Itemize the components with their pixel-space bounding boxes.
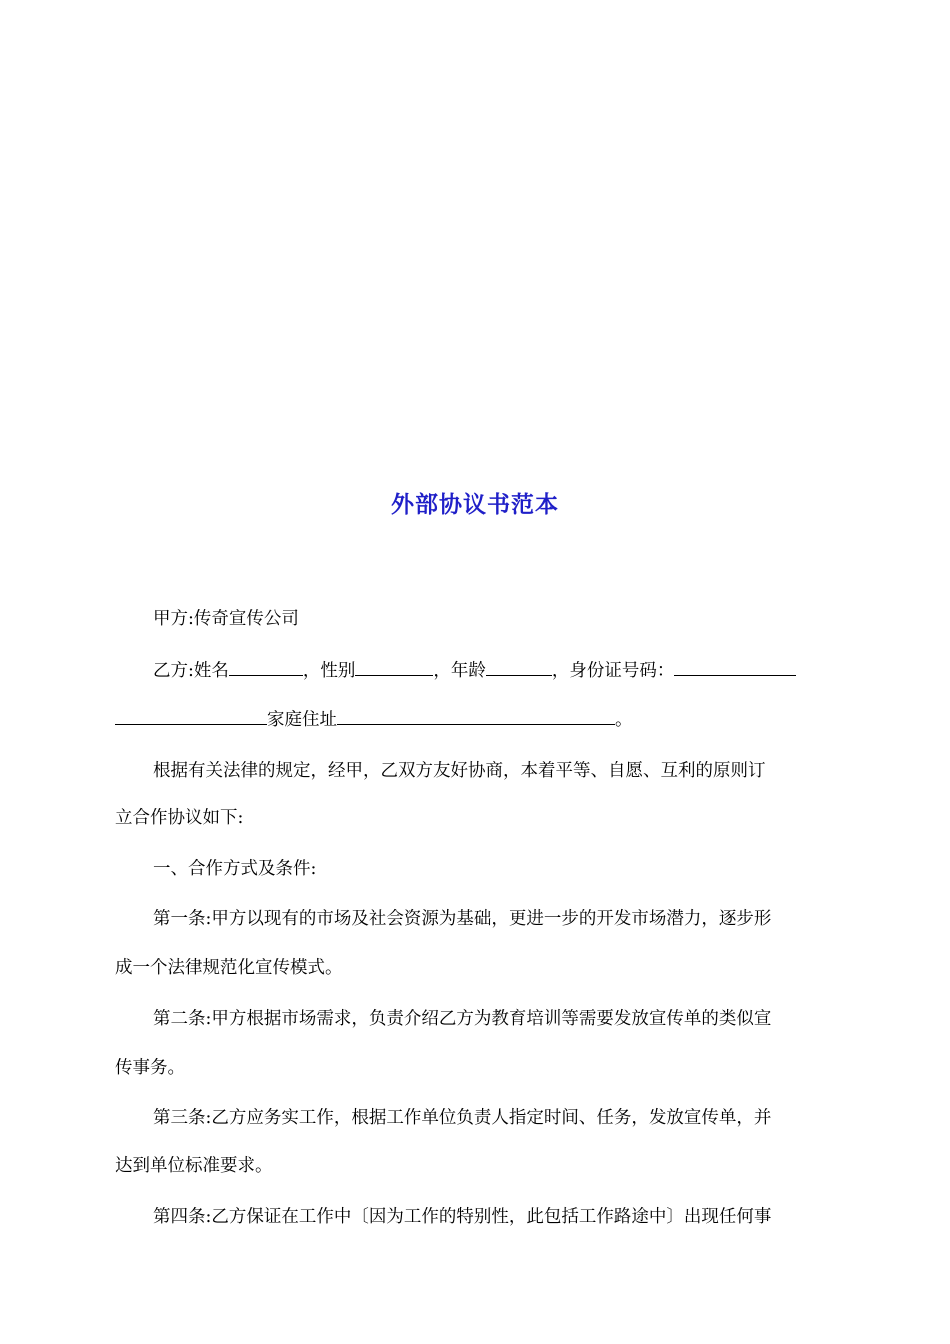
party-b-address-label: 家庭住址 bbox=[267, 710, 337, 730]
paragraph-line: 第三条:乙方应务实工作，根据工作单位负责人指定时间、任务，发放宣传单，并 bbox=[153, 1108, 772, 1128]
paragraph-line: 第二条:甲方根据市场需求，负责介绍乙方为教育培训等需要发放宣传单的类似宣 bbox=[153, 1009, 772, 1029]
party-b-age-label: ，年龄 bbox=[433, 661, 486, 681]
paragraph-line: 第四条:乙方保证在工作中〔因为工作的特别性，此包括工作路途中〕出现任何事 bbox=[153, 1207, 772, 1227]
party-b-address-line bbox=[115, 706, 835, 732]
document-title: 外部协议书范本 bbox=[391, 491, 559, 518]
party-b-id-label: ，身份证号码： bbox=[551, 661, 675, 681]
id-number-blank bbox=[674, 657, 796, 676]
party-a-line: 甲方:传奇宣传公司 bbox=[153, 609, 299, 629]
party-b-end: 。 bbox=[615, 710, 633, 730]
address-blank bbox=[337, 706, 615, 725]
paragraph-line: 传事务。 bbox=[115, 1058, 185, 1078]
paragraph-line: 立合作协议如下: bbox=[115, 808, 244, 828]
paragraph-line: 根据有关法律的规定，经甲，乙双方友好协商，本着平等、自愿、互利的原则订 bbox=[153, 761, 766, 781]
party-b-name-label: 乙方:姓名 bbox=[153, 661, 229, 681]
id-number-blank-continued bbox=[115, 706, 267, 725]
party-b-line bbox=[153, 657, 835, 683]
paragraph-line: 达到单位标准要求。 bbox=[115, 1156, 273, 1176]
paragraph-line: 成一个法律规范化宣传模式。 bbox=[115, 958, 343, 978]
gender-blank bbox=[355, 657, 433, 676]
party-b-gender-label: ，性别 bbox=[302, 661, 356, 681]
section-heading: 一、合作方式及条件: bbox=[153, 859, 317, 879]
age-blank bbox=[486, 657, 552, 676]
paragraph-line: 第一条:甲方以现有的市场及社会资源为基础，更进一步的开发市场潜力，逐步形 bbox=[153, 909, 772, 929]
name-blank bbox=[229, 657, 303, 676]
